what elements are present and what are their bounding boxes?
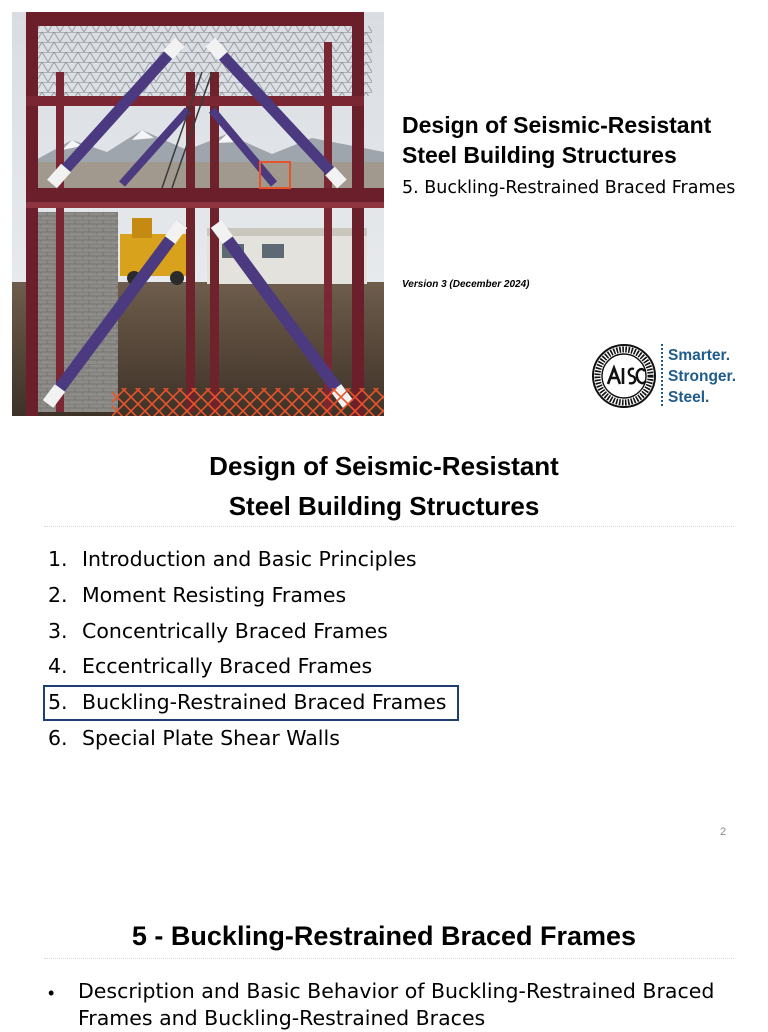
outline-item-label: Special Plate Shear Walls	[82, 725, 340, 750]
outline-item-label: Eccentrically Braced Frames	[82, 654, 373, 679]
section-title-divider	[44, 958, 734, 959]
outline-title-line-1: Design of Seismic-Resistant	[209, 451, 559, 481]
version-label: Version 3 (December 2024)	[402, 279, 530, 290]
outline-item-number: 5.	[48, 690, 68, 715]
logo-divider	[661, 344, 663, 406]
outline-item-label: Introduction and Basic Principles	[82, 547, 417, 571]
outline-item-label: Moment Resisting Frames	[82, 582, 347, 607]
tagline-line-2: Stronger.	[668, 368, 737, 385]
cover-photo-steel-frame	[12, 12, 384, 416]
outline-item	[48, 614, 748, 650]
cover-title	[402, 110, 762, 170]
outline-item	[48, 721, 748, 757]
tagline-line-1: Smarter.	[668, 347, 731, 364]
current-section-highlight	[43, 685, 459, 721]
outline-item-number: 4.	[48, 654, 68, 679]
outline-item	[48, 649, 748, 685]
cover-title-line-1: Design of Seismic-Resistant	[402, 112, 712, 138]
cover-subtitle: 5. Buckling-Restrained Braced Frames	[402, 178, 736, 198]
tagline-line-3: Steel.	[668, 389, 710, 406]
outline-item-number: 6.	[48, 725, 68, 750]
bullet-text: Description and Basic Behavior of Buckling-Restrained Braced Frames and Buckling-Restrained Braces	[78, 979, 715, 1030]
outline-item-label: Buckling-Restrained Braced Frames	[82, 690, 447, 715]
outline-title-line-2: Steel Building Structures	[228, 491, 540, 521]
slide-number: 2	[720, 826, 727, 838]
outline-item-label: Concentrically Braced Frames	[82, 618, 388, 643]
outline-item-number: 2.	[48, 582, 68, 607]
outline-item-number: 3.	[48, 618, 68, 643]
cover-title-line-2: Steel Building Structures	[402, 142, 677, 168]
title-divider	[44, 526, 734, 527]
aisc-seal-logo	[592, 344, 656, 408]
brand-tagline	[668, 345, 736, 408]
outline-item-number: 1.	[48, 547, 68, 571]
bullet-marker: •	[48, 983, 55, 1003]
outline-item	[48, 578, 748, 614]
section-title: 5 - Buckling-Restrained Braced Frames	[131, 921, 637, 951]
outline-list	[48, 542, 748, 757]
outline-item	[48, 542, 748, 578]
outline-title	[0, 446, 768, 526]
